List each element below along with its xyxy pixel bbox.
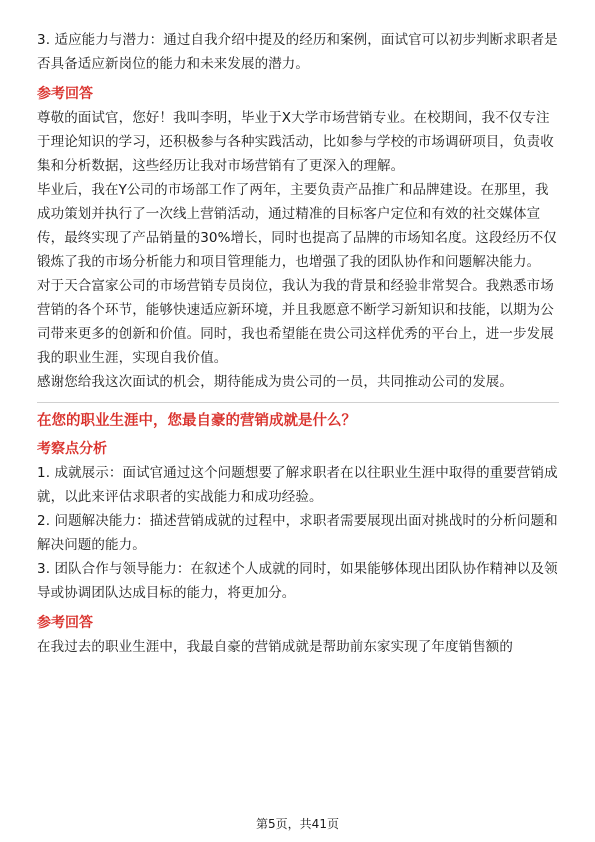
interview-question: 在您的职业生涯中，您最自豪的营销成就是什么？ (37, 413, 356, 429)
answer-paragraph: 尊敬的面试官，您好！我叫李明，毕业于X大学市场营销专业。在校期间，我不仅专注于理论知识的学习，还积极参与各种实践活动，比如参与学校的市场调研项目，负责收集和分析数据，这些经历让我对市场营销有了更深入的理解。 (37, 110, 554, 174)
section-divider (37, 402, 559, 403)
analysis-item: 2. 问题解决能力：描述营销成就的过程中，求职者需要展现出面对挑战时的分析问题和解决问题的能力。 (37, 513, 558, 553)
answer-paragraph: 对于天合富家公司的市场营销专员岗位，我认为我的背景和经验非常契合。我熟悉市场营销的各个环节，能够快速适应新环境，并且我愿意不断学习新知识和技能，以期为公司带来更多的创新和价值。同时，我也希望能在贵公司这样优秀的平台上，进一步发展我的职业生涯，实现自我价值。 (37, 278, 554, 366)
analysis-heading: 考察点分析 (37, 441, 107, 457)
analysis-item-3: 3. 适应能力与潜力：通过自我介绍中提及的经历和案例，面试官可以初步判断求职者是否具备适应新岗位的能力和未来发展的潜力。 (37, 32, 558, 72)
page-number: 第5页，共41页 (256, 817, 339, 831)
analysis-item: 3. 团队合作与领导能力：在叙述个人成就的同时，如果能够体现出团队协作精神以及领导或协调团队达成目标的能力，将更加分。 (37, 561, 558, 601)
analysis-item: 1. 成就展示：面试官通过这个问题想要了解求职者在以往职业生涯中取得的重要营销成就，以此来评估求职者的实战能力和成功经验。 (37, 465, 558, 505)
answer-paragraph: 在我过去的职业生涯中，我最自豪的营销成就是帮助前东家实现了年度销售额的 (37, 639, 513, 655)
reference-answer-heading: 参考回答 (37, 86, 93, 102)
answer-paragraph: 毕业后，我在Y公司的市场部工作了两年，主要负责产品推广和品牌建设。在那里，我成功策划并执行了一次线上营销活动，通过精准的目标客户定位和有效的社交媒体宣传，最终实现了产品销量的30%增长，同时也提高了品牌的市场知名度。这段经历不仅锻炼了我的市场分析能力和项目管理能力，也增强了我的团队协作和问题解决能力。 (37, 182, 557, 270)
document-body (37, 28, 559, 659)
reference-answer-heading: 参考回答 (37, 615, 93, 631)
answer-paragraph: 感谢您给我这次面试的机会，期待能成为贵公司的一员，共同推动公司的发展。 (37, 374, 513, 390)
